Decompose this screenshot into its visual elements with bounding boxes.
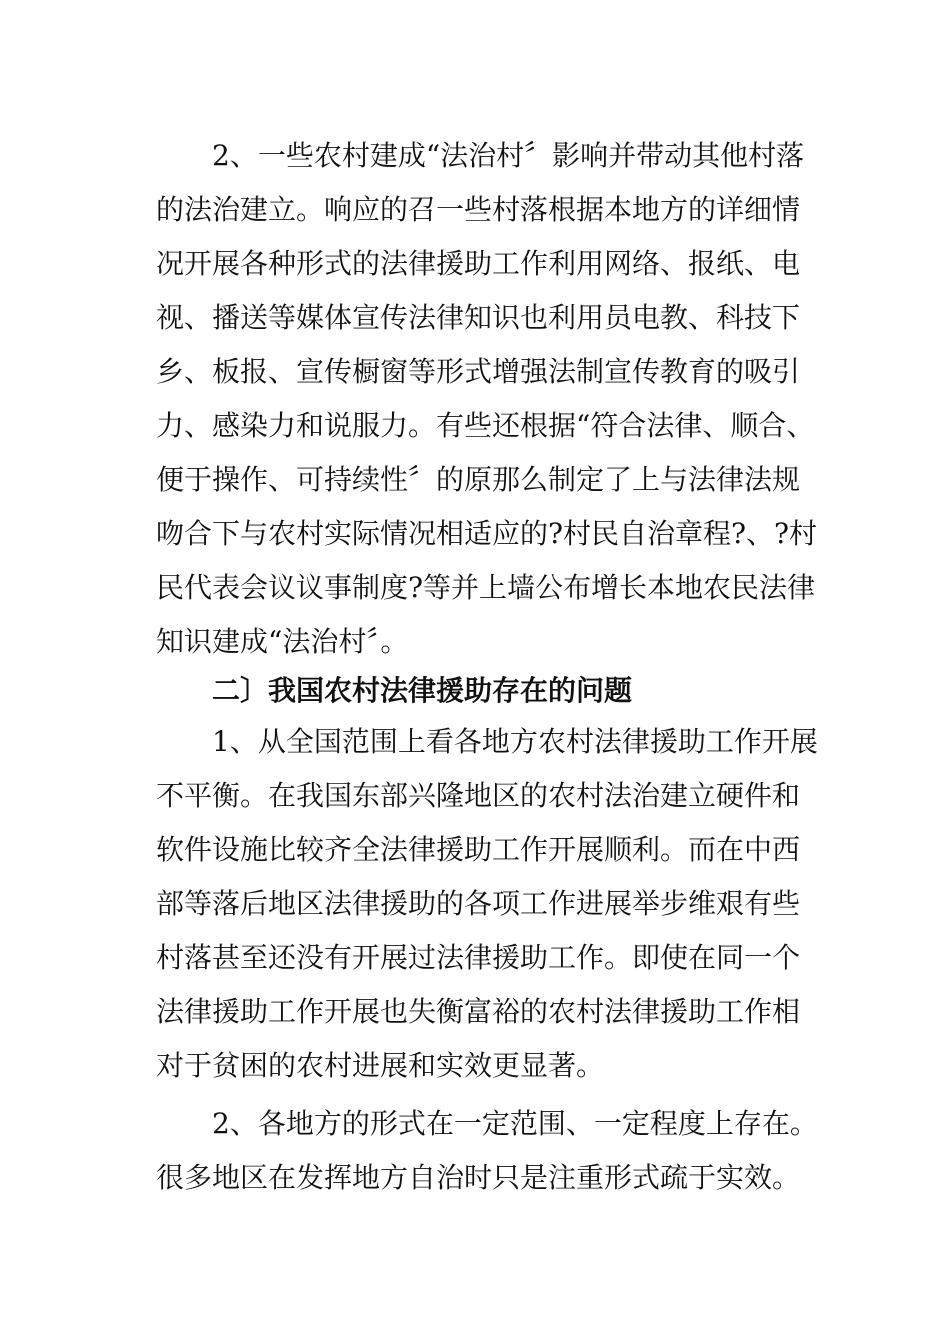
text-line: 法律援助工作开展也失衡富裕的农村法律援助工作相 [156, 995, 801, 1028]
text-line: 很多地区在发挥地方自治时只是注重形式疏于实效。 [156, 1161, 801, 1194]
text-line: 的法治建立。响应的召一些村落根据本地方的详细情 [156, 193, 801, 226]
section-heading: 二〕我国农村法律援助存在的问题 [212, 674, 633, 707]
text-line: 乡、板报、宣传橱窗等形式增强法制宣传教育的吸引 [156, 355, 801, 388]
text-line: 便于操作、可持续性〞的原那么制定了上与法律法规 [156, 463, 801, 496]
text-line: 吻合下与农村实际情况相适应的?村民自治章程?、?村 [156, 517, 818, 550]
text-line: 对于贫困的农村进展和实效更显著。 [156, 1049, 605, 1082]
text-line: 力、感染力和说服力。有些还根据“符合法律、顺合、 [156, 409, 815, 442]
text-line: 1、从全国范围上看各地方农村法律援助工作开展 [212, 725, 818, 758]
text-line: 民代表会议议事制度?等并上墙公布增长本地农民法律 [156, 571, 816, 604]
text-line: 软件设施比较齐全法律援助工作开展顺利。而在中西 [156, 833, 801, 866]
text-line: 不平衡。在我国东部兴隆地区的农村法治建立硬件和 [156, 779, 801, 812]
text-line: 况开展各种形式的法律援助工作利用网络、报纸、电 [156, 247, 801, 280]
text-line: 部等落后地区法律援助的各项工作进展举步维艰有些 [156, 887, 801, 920]
text-line: 2、一些农村建成“法治村〞影响并带动其他村落 [212, 139, 805, 172]
text-line: 2、各地方的形式在一定范围、一定程度上存在。 [212, 1107, 818, 1140]
text-line: 视、播送等媒体宣传法律知识也利用员电教、科技下 [156, 301, 801, 334]
text-line: 知识建成“法治村〞。 [156, 625, 409, 658]
text-line: 村落甚至还没有开展过法律援助工作。即使在同一个 [156, 941, 801, 974]
